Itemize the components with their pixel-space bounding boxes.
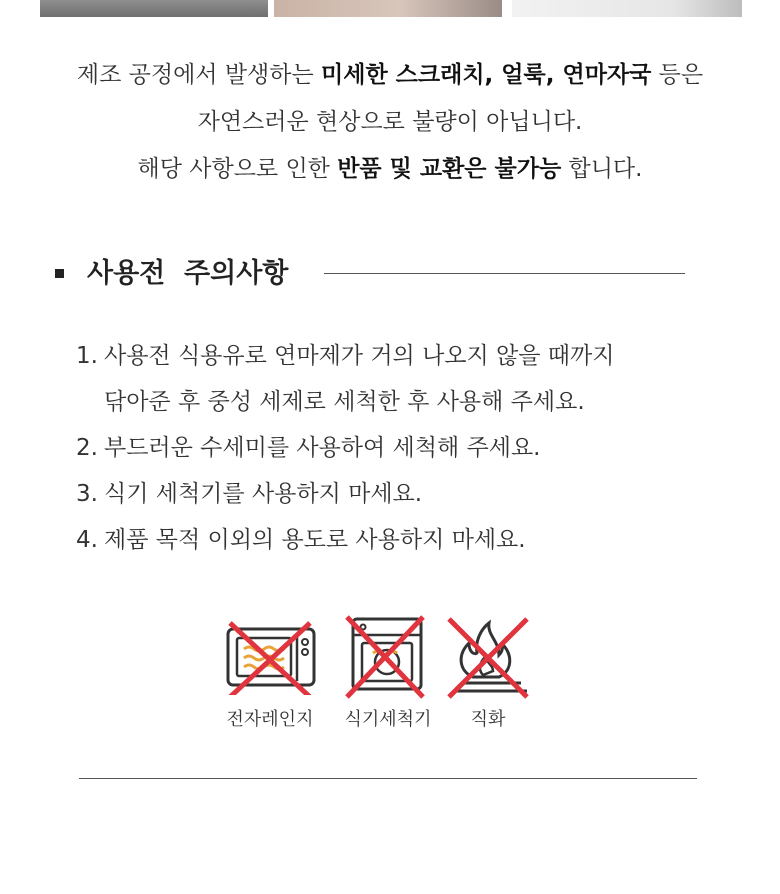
notice-emphasis: 반품 및 교환은 불가능 [337,156,562,182]
square-bullet-icon [55,269,64,278]
caution-text [104,471,756,517]
caution-line: 사용전 식용유로 연마제가 거의 나오지 않을 때까지 [104,343,615,369]
notice-line [0,146,780,193]
notice-text: 합니다. [561,156,643,182]
caution-list [76,333,756,563]
caution-text [104,425,756,471]
notice-text: 해당 사항으로 인한 [137,156,338,182]
caution-line: 닦아준 후 중성 세제로 세척한 후 사용해 주세요. [104,389,585,415]
open-flame-icon [443,615,533,701]
notice-text: 등은 [651,62,704,88]
caution-number: 2. [76,435,98,461]
notice-text: 자연스러운 현상으로 불량이 아닙니다. [197,109,583,135]
icon-label: 식기세척기 [344,709,432,730]
product-photo [40,0,268,17]
divider [324,273,685,274]
icon-label: 직화 [470,709,506,730]
caution-text [104,333,756,425]
dishwasher-icon [343,615,433,701]
notice-line [0,99,780,146]
divider [79,778,697,779]
caution-line: 제품 목적 이외의 용도로 사용하지 마세요. [104,527,526,553]
caution-number: 3. [76,481,98,507]
section-title: 사용전 주의사항 [87,258,289,289]
caution-item [76,517,756,563]
caution-item [76,471,756,517]
caution-number: 1. [76,343,98,369]
caution-number: 4. [76,527,98,553]
product-photo-strip [40,0,742,17]
notice-emphasis: 미세한 스크래치, 얼룩, 연마자국 [321,62,652,88]
quality-notice [0,52,780,193]
caution-line: 식기 세척기를 사용하지 마세요. [104,481,423,507]
caution-text [104,517,756,563]
caution-item [76,333,756,425]
icon-label: 전자레인지 [226,709,314,730]
product-photo [274,0,502,17]
microwave-icon [220,615,320,695]
caution-item [76,425,756,471]
notice-text: 제조 공정에서 발생하는 [76,62,322,88]
product-photo [512,0,742,17]
caution-line: 부드러운 수세미를 사용하여 세척해 주세요. [104,435,541,461]
section-header [55,255,685,295]
prohibited-usage-icons [215,615,535,735]
notice-line [0,52,780,99]
